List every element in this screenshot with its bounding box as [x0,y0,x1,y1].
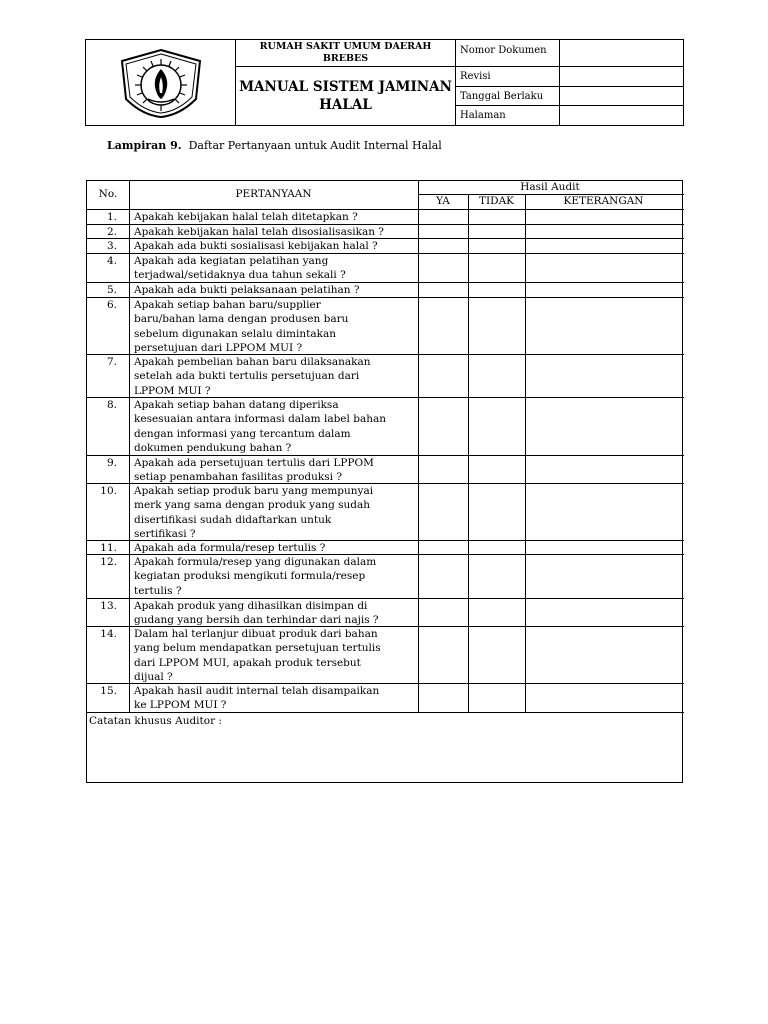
question-number: 10. [100,485,117,497]
question-line: gudang yang bersih dan terhindar dari najis ? [134,614,379,627]
question-number: 15. [100,685,117,697]
question-text [134,238,424,253]
question-line: Apakah kebijakan halal telah disosialisasikan ? [134,226,384,238]
column-divider [418,181,419,712]
question-line: sebelum digunakan selalu dimintakan [134,327,336,340]
question-number: 8. [106,399,117,411]
question-line: Apakah formula/resep yang digunakan dalam [134,556,377,568]
question-line: Apakah kebijakan halal telah ditetapkan ? [134,211,358,223]
revision-value [560,67,683,87]
row-border [87,554,684,555]
page-value [560,106,683,125]
row-border [87,209,684,210]
effective-date-label: Tanggal Berlaku [456,87,560,106]
question-text [134,455,424,485]
question-line: Apakah pembelian bahan baru dilaksanakan [134,356,371,368]
question-line: persetujuan dari LPPOM MUI ? [134,341,303,354]
row-border [87,282,684,283]
question-line: Apakah ada kegiatan pelatihan yang [134,255,329,267]
question-number: 12. [100,556,117,568]
row-border [87,297,684,298]
question-line: baru/bahan lama dengan produsen baru [134,313,349,326]
question-line: tertulis ? [134,584,182,597]
question-line: LPPOM MUI ? [134,384,211,397]
question-number: 1. [106,211,117,223]
column-header-yes: YA [436,195,450,207]
auditor-notes-label: Catatan khusus Auditor : [89,715,222,727]
question-line: yang belum mendapatkan persetujuan tertulis [134,642,381,655]
question-line: Apakah hasil audit internal telah disampaikan [134,685,380,697]
question-text [134,397,424,455]
question-text [134,224,424,239]
question-line: kesesuaian antara informasi dalam label bahan [134,413,386,426]
effective-date-value [560,87,683,106]
column-divider [525,194,526,712]
question-line: Apakah setiap bahan baru/supplier [134,299,321,311]
row-border [87,224,684,225]
column-divider [468,194,469,712]
question-text [134,683,424,713]
question-number: 5. [106,284,117,296]
question-line: Apakah ada bukti pelaksanaan pelatihan ? [134,284,360,296]
row-border [87,598,684,599]
document-header [85,39,684,126]
question-text [134,626,424,684]
row-border [87,683,684,684]
hospital-name: RUMAH SAKIT UMUM DAERAH BREBES [236,40,456,67]
page-label: Halaman [456,106,560,125]
question-number: 7. [106,356,117,368]
question-line: Dalam hal terlanjur dibuat produk dari bahan [134,628,378,640]
question-line: terjadwal/setidaknya dua tahun sekali ? [134,269,346,282]
audit-checklist-table [86,180,683,783]
question-line: dari LPPOM MUI, apakah produk tersebut [134,656,361,669]
question-text [134,282,424,297]
column-header-no-answer: TIDAK [479,195,514,207]
row-border [87,253,684,254]
row-border [87,397,684,398]
question-text [134,354,424,398]
question-text [134,483,424,541]
question-line: setiap penambahan fasilitas produksi ? [134,471,342,484]
question-number: 9. [106,457,117,469]
appendix-title: Daftar Pertanyaan untuk Audit Internal Halal [188,139,442,152]
appendix-caption [107,139,442,152]
question-line: Apakah produk yang dihasilkan disimpan di [134,600,368,612]
column-header-remarks: KETERANGAN [563,195,644,207]
question-line: Apakah setiap bahan datang diperiksa [134,399,339,411]
question-text [134,209,424,224]
column-header-question: PERTANYAAN [235,188,312,200]
column-header-audit-result: Hasil Audit [520,181,580,193]
row-border [87,455,684,456]
question-line: dokumen pendukung bahan ? [134,441,292,454]
row-border [87,626,684,627]
question-number: 11. [100,542,117,554]
column-divider [129,181,130,712]
question-line: setelah ada bukti tertulis persetujuan dari [134,370,360,383]
question-line: dijual ? [134,670,173,683]
question-line: sertifikasi ? [134,527,196,540]
question-number: 6. [106,299,117,311]
doc-number-value [560,40,683,67]
row-border [87,238,684,239]
question-text [134,554,424,598]
header-divider [418,194,684,195]
question-text [134,540,424,555]
question-line: Apakah ada persetujuan tertulis dari LPPOM [134,457,374,469]
doc-number-label: Nomor Dokumen [456,40,560,67]
question-line: Apakah ada formula/resep tertulis ? [134,542,326,554]
question-number: 4. [106,255,117,267]
question-line: merk yang sama dengan produk yang sudah [134,499,371,512]
row-border [87,483,684,484]
logo-cell [86,40,236,125]
column-header-no: No. [98,188,118,200]
hospital-logo [116,47,206,119]
question-number: 2. [106,226,117,238]
question-text [134,297,424,355]
question-line: disertifikasi sudah didaftarkan untuk [134,513,332,526]
question-line: ke LPPOM MUI ? [134,699,227,712]
question-number: 14. [100,628,117,640]
question-line: dengan informasi yang tercantum dalam [134,427,351,440]
question-number: 3. [106,240,117,252]
document-title: MANUAL SISTEM JAMINAN HALAL [236,67,456,125]
question-line: Apakah setiap produk baru yang mempunyai [134,485,374,497]
appendix-number: Lampiran 9. [107,139,182,152]
question-text [134,253,424,283]
question-line: Apakah ada bukti sosialisasi kebijakan halal ? [134,240,378,252]
question-number: 13. [100,600,117,612]
question-text [134,598,424,628]
row-border [87,540,684,541]
question-line: kegiatan produksi mengikuti formula/resep [134,570,366,583]
row-border [87,354,684,355]
row-border [87,712,684,713]
revision-label: Revisi [456,67,560,87]
